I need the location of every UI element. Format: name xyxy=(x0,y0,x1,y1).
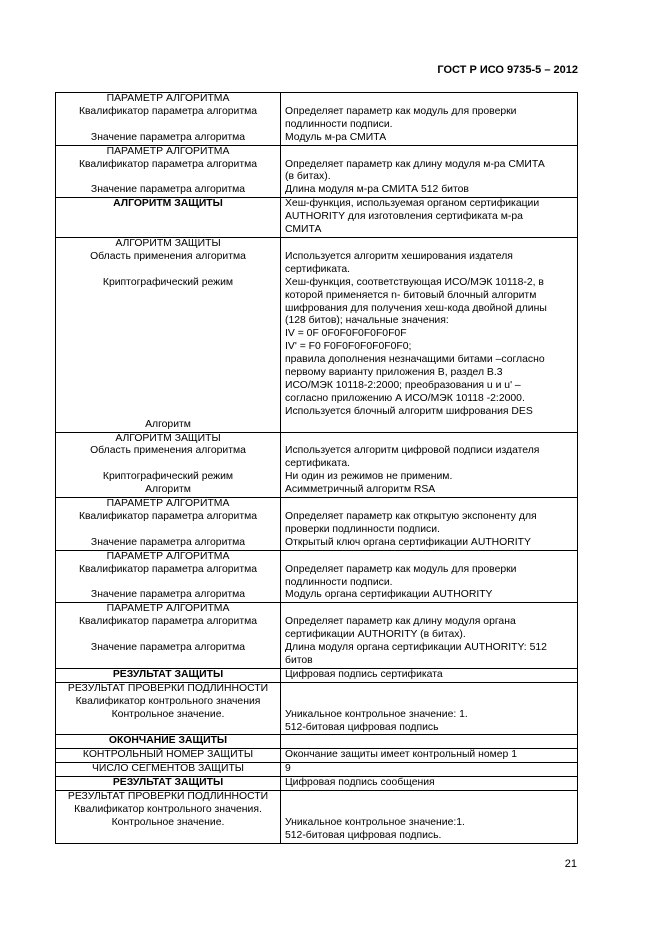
cell-line: которой применяется n- битовый блочный алгоритм xyxy=(285,289,537,301)
field-description-cell xyxy=(281,550,578,603)
cell-line xyxy=(60,264,276,277)
cell-line: Контрольное значение. xyxy=(111,708,225,720)
cell-line xyxy=(285,551,573,564)
cell-line: ПАРАМЕТР АЛГОРИТМА xyxy=(106,145,230,157)
field-description-cell xyxy=(281,432,578,498)
cell-line: Область применения алгоритма xyxy=(90,445,246,457)
field-description-cell xyxy=(281,145,578,198)
cell-line: АЛГОРИТМ ЗАЩИТЫ xyxy=(113,198,223,210)
field-name-cell xyxy=(56,198,281,238)
cell-line: Открытый ключ органа сертификации AUTHORITY xyxy=(285,536,531,548)
cell-line: ЧИСЛО СЕГМЕНТОВ ЗАЩИТЫ xyxy=(92,763,244,775)
cell-line xyxy=(285,238,573,251)
cell-line: Квалификатор контрольного значения xyxy=(75,695,261,707)
cell-line xyxy=(60,119,276,132)
field-name-cell xyxy=(56,237,281,432)
field-description-cell xyxy=(281,198,578,238)
cell-line: Контрольное значение. xyxy=(111,816,225,828)
cell-line xyxy=(60,367,276,380)
table-row xyxy=(56,668,578,682)
cell-line: Квалификатор параметра алгоритма xyxy=(78,105,258,117)
cell-line: РЕЗУЛЬТАТ ЗАЩИТЫ xyxy=(112,777,224,789)
table-row xyxy=(56,237,578,432)
cell-line: битов xyxy=(285,654,313,666)
cell-line: Длина модуля м-ра СМИТА 512 битов xyxy=(285,184,469,196)
cell-line xyxy=(60,380,276,393)
cell-line xyxy=(60,290,276,303)
cell-line: Цифровая подпись сообщения xyxy=(285,777,435,789)
cell-line: АЛГОРИТМ ЗАЩИТЫ xyxy=(115,237,221,249)
cell-line xyxy=(285,683,573,696)
cell-line: Используется алгоритм хеширования издателя xyxy=(285,250,513,262)
cell-line: Используется алгоритм цифровой подписи издателя xyxy=(285,445,540,457)
cell-line: IV = 0F 0F0F0F0F0F0F0F xyxy=(285,328,407,340)
cell-line: Квалификатор параметра алгоритма xyxy=(78,158,258,170)
cell-line xyxy=(285,433,573,446)
table-row xyxy=(56,749,578,763)
cell-line: Квалификатор контрольного значения. xyxy=(74,803,262,815)
cell-line: Криптографический режим xyxy=(102,471,234,483)
cell-line: ПАРАМЕТР АЛГОРИТМА xyxy=(106,93,230,104)
cell-line xyxy=(60,303,276,316)
cell-line xyxy=(60,328,276,341)
cell-line: согласно приложению А ИСО/МЭК 10118 -2:2000. xyxy=(285,392,525,404)
table-row xyxy=(56,763,578,777)
table-row xyxy=(56,93,578,146)
cell-line: (в битах). xyxy=(285,171,331,183)
field-name-cell xyxy=(56,145,281,198)
field-name-cell xyxy=(56,777,281,791)
cell-line: сертификата. xyxy=(285,263,351,275)
cell-line: первому варианту приложения В, раздел В.3 xyxy=(285,367,503,379)
field-description-cell xyxy=(281,603,578,669)
field-description-cell xyxy=(281,763,578,777)
table-row xyxy=(56,777,578,791)
cell-line: Асимметричный алгоритм RSA xyxy=(285,484,436,496)
field-description-cell xyxy=(281,791,578,844)
cell-line: АЛГОРИТМ ЗАЩИТЫ xyxy=(115,432,221,444)
cell-line: 512-битовая цифровая подпись. xyxy=(285,829,442,841)
field-name-cell xyxy=(56,550,281,603)
cell-line: подлинности подписи. xyxy=(285,118,393,130)
cell-line: РЕЗУЛЬТАТ ПРОВЕРКИ ПОДЛИННОСТИ xyxy=(67,791,269,803)
field-name-cell xyxy=(56,603,281,669)
cell-line xyxy=(285,735,573,748)
table-row xyxy=(56,198,578,238)
cell-line: (128 битов); начальные значения: xyxy=(285,315,449,327)
cell-line: IV' = F0 F0F0F0F0F0F0F0; xyxy=(285,341,412,353)
cell-line: Криптографический режим xyxy=(102,276,234,288)
cell-line: Определяет параметр как длину модуля м-ра СМИТА xyxy=(285,158,545,170)
field-name-cell xyxy=(56,682,281,735)
cell-line: ОКОНЧАНИЕ ЗАЩИТЫ xyxy=(108,735,228,747)
field-description-cell xyxy=(281,237,578,432)
cell-line xyxy=(60,524,276,537)
cell-line: Область применения алгоритма xyxy=(90,250,246,262)
cell-line: Квалификатор параметра алгоритма xyxy=(78,616,258,628)
cell-line xyxy=(60,315,276,328)
cell-line: Уникальное контрольное значение: 1. xyxy=(285,708,468,720)
document-header: ГОСТ Р ИСО 9735-5 – 2012 xyxy=(437,64,578,76)
cell-line: Модуль м-ра СМИТА xyxy=(285,131,387,143)
cell-line: КОНТРОЛЬНЫЙ НОМЕР ЗАЩИТЫ xyxy=(82,749,254,761)
cell-line: Окончание защиты имеет контрольный номер 1 xyxy=(285,749,518,761)
field-description-cell xyxy=(281,668,578,682)
field-description-cell xyxy=(281,735,578,749)
cell-line: ИСО/МЭК 10118-2:2000; преобразования u и u' – xyxy=(285,379,521,391)
field-name-cell xyxy=(56,93,281,146)
field-name-cell xyxy=(56,668,281,682)
cell-line xyxy=(60,577,276,590)
field-name-cell xyxy=(56,432,281,498)
cell-line: Определяет параметр как открытую экспоненту для xyxy=(285,511,537,522)
field-description-cell xyxy=(281,498,578,551)
table-row xyxy=(56,791,578,844)
table-row xyxy=(56,550,578,603)
cell-line xyxy=(60,171,276,184)
cell-line: подлинности подписи. xyxy=(285,576,393,588)
cell-line: проверки подлинности подписи. xyxy=(285,523,440,535)
cell-line xyxy=(60,406,276,419)
field-description-cell xyxy=(281,93,578,146)
cell-line: Уникальное контрольное значение:1. xyxy=(285,816,465,828)
cell-line: ПАРАМЕТР АЛГОРИТМА xyxy=(106,498,230,510)
cell-line: AUTHORITY для изготовления сертификата м-ра xyxy=(285,211,523,223)
field-description-cell xyxy=(281,749,578,763)
cell-line: Хеш-функция, используемая органом сертификации xyxy=(285,198,540,210)
cell-line xyxy=(285,696,573,709)
cell-line: РЕЗУЛЬТАТ ЗАЩИТЫ xyxy=(112,668,224,680)
field-name-cell xyxy=(56,735,281,749)
cell-line: Определяет параметр как модуль для проверки xyxy=(285,105,517,117)
cell-line: сертификации AUTHORITY (в битах). xyxy=(285,629,466,641)
field-name-cell xyxy=(56,749,281,763)
cell-line xyxy=(60,458,276,471)
cell-line: Значение параметра алгоритма xyxy=(90,642,246,654)
cell-line: Значение параметра алгоритма xyxy=(90,184,246,196)
cell-line: Цифровая подпись сертификата xyxy=(285,668,443,680)
cell-line: Модуль органа сертификации AUTHORITY xyxy=(285,589,493,601)
cell-line: Используется блочный алгоритм шифрования DES xyxy=(285,405,533,417)
cell-line: Определяет параметр как модуль для проверки xyxy=(285,563,517,575)
spec-table-body xyxy=(56,93,578,844)
cell-line: Значение параметра алгоритма xyxy=(90,589,246,601)
page-number: 21 xyxy=(564,858,577,870)
cell-line: Ни один из режимов не применим. xyxy=(285,471,453,483)
cell-line: шифрования для получения хеш-кода двойной длины xyxy=(285,302,547,314)
field-name-cell xyxy=(56,791,281,844)
cell-line xyxy=(60,393,276,406)
cell-line: правила дополнения незначащими битами –согласно xyxy=(285,354,545,366)
field-name-cell xyxy=(56,763,281,777)
cell-line xyxy=(60,354,276,367)
cell-line: РЕЗУЛЬТАТ ПРОВЕРКИ ПОДЛИННОСТИ xyxy=(67,682,269,694)
cell-line: Значение параметра алгоритма xyxy=(90,131,246,143)
field-description-cell xyxy=(281,682,578,735)
cell-line xyxy=(285,791,573,804)
cell-line: 9 xyxy=(285,763,291,775)
cell-line: Значение параметра алгоритма xyxy=(90,536,246,548)
spec-table xyxy=(55,92,578,844)
table-row xyxy=(56,603,578,669)
table-row xyxy=(56,735,578,749)
cell-line: Квалификатор параметра алгоритма xyxy=(78,563,258,575)
table-row xyxy=(56,682,578,735)
table-row xyxy=(56,432,578,498)
cell-line: Определяет параметр как длину модуля органа xyxy=(285,616,516,628)
cell-line: Алгоритм xyxy=(145,484,191,496)
cell-line: Хеш-функция, соответствующая ИСО/МЭК 10118-2, в xyxy=(285,276,544,288)
cell-line xyxy=(60,629,276,642)
cell-line: ПАРАМЕТР АЛГОРИТМА xyxy=(106,550,230,562)
cell-line: Квалификатор параметра алгоритма xyxy=(78,511,258,522)
cell-line xyxy=(285,93,573,106)
cell-line xyxy=(285,146,573,159)
cell-line xyxy=(285,498,573,511)
cell-line: 512-битовая цифровая подпись xyxy=(285,721,439,733)
table-row xyxy=(56,145,578,198)
table-row xyxy=(56,498,578,551)
field-description-cell xyxy=(281,777,578,791)
field-name-cell xyxy=(56,498,281,551)
cell-line xyxy=(285,804,573,817)
cell-line: ПАРАМЕТР АЛГОРИТМА xyxy=(106,603,230,615)
cell-line: Длина модуля органа сертификации AUTHORITY: 512 xyxy=(285,642,547,654)
cell-line xyxy=(60,341,276,354)
cell-line xyxy=(285,603,573,616)
cell-line: Алгоритм xyxy=(145,418,191,430)
cell-line: СМИТА xyxy=(285,224,322,236)
cell-line: сертификата. xyxy=(285,458,351,470)
